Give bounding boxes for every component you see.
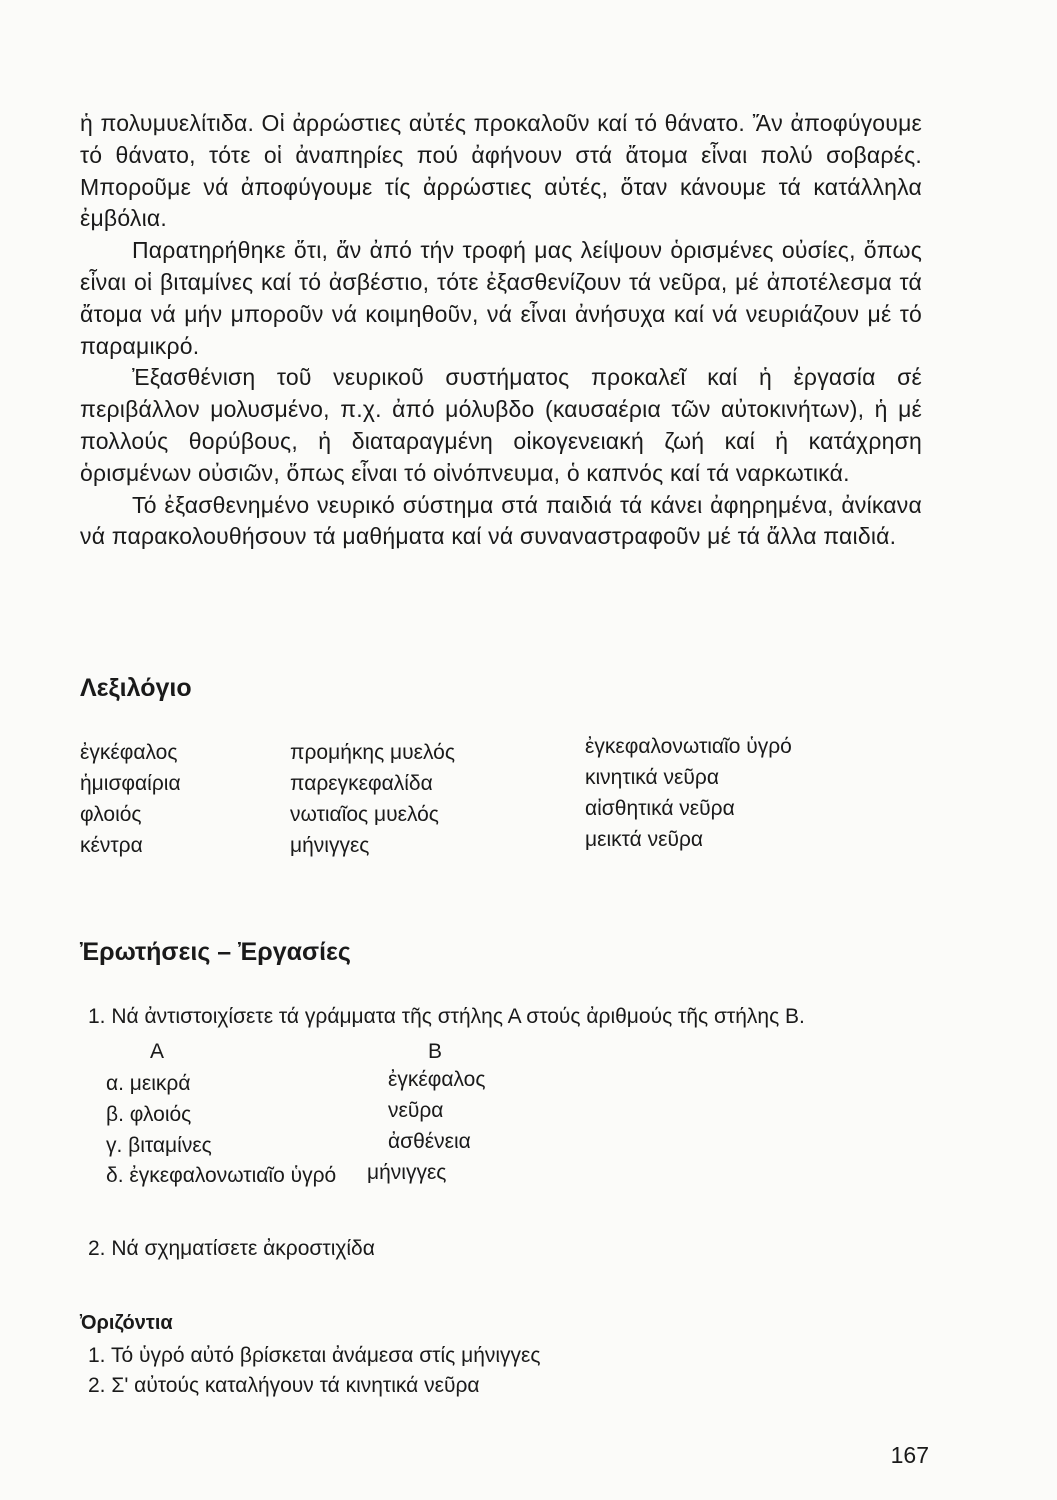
paragraph: Τό ἐξασθενημένο νευρικό σύστημα στά παιδιά τά κάνει ἀφηρημένα, ἀνίκανα νά παρακολουθήσουν τά μαθήματα καί νά συναναστραφοῦν μέ τά ἄλλα παιδιά. xyxy=(80,491,922,550)
vocab-term: αἰσθητικά νεῦρα xyxy=(585,797,735,820)
column-a-item: γ. βιταμίνες xyxy=(106,1134,212,1157)
question-1: 1. Νά ἀντιστοιχίσετε τά γράμματα τῆς στήλης Α στούς ἀριθμούς τῆς στήλης Β. xyxy=(88,1005,805,1028)
paragraph: Ἐξασθένιση τοῦ νευρικοῦ συστήματος προκαλεῖ καί ἡ ἐργασία σέ περιβάλλον μολυσμένο, π.χ. ἀπό μόλυβδο (καυσαέρια τῶν αὐτοκινήτων), ἡ μέ πολλούς θορύβους, ἡ διαταραγμένη οἰκογενειακή ζωή καί ἡ κατάχρηση ὁρισμένων οὐσιῶν, ὅπως εἶναι τό οἰνόπνευμα, ὁ καπνός καί τά ναρκωτικά. xyxy=(80,364,922,486)
vocab-term: μήνιγγες xyxy=(290,834,370,857)
vocab-term: κινητικά νεῦρα xyxy=(585,766,719,789)
horizontal-title: Ὀριζόντια xyxy=(80,1312,173,1334)
vocab-term: μεικτά νεῦρα xyxy=(585,828,704,851)
vocab-term: ἡμισφαίρια xyxy=(80,772,181,795)
paragraph: Παρατηρήθηκε ὅτι, ἄν ἀπό τήν τροφή μας λείψουν ὁρισμένες οὐσίες, ὅπως εἶναι οἱ βιταμίνες καί τό ἀσβέστιο, τότε ἐξασθενίζουν τά νεῦρα, μέ ἀποτέλεσμα τά ἄτομα νά μήν μποροῦν νά κοιμηθοῦν, νά εἶναι ἀνήσυχα καί νά νευριάζουν μέ τό παραμικρό. xyxy=(80,237,922,359)
question-2: 2. Νά σχηματίσετε ἀκροστιχίδα xyxy=(88,1237,375,1260)
vocabulary-title: Λεξιλόγιο xyxy=(80,674,192,702)
column-a-item: β. φλοιός xyxy=(106,1103,192,1126)
column-b-item: μήνιγγες xyxy=(367,1161,447,1184)
body-text xyxy=(80,108,922,553)
column-b-item: ἐγκέφαλος xyxy=(388,1068,486,1091)
vocabulary-column-3 xyxy=(585,731,792,855)
column-b-item: νεῦρα xyxy=(388,1099,444,1122)
column-b-item: ἀσθένεια xyxy=(388,1130,471,1153)
vocab-term: κέντρα xyxy=(80,834,143,857)
vocab-term: φλοιός xyxy=(80,803,142,826)
vocabulary-column-1 xyxy=(80,737,181,861)
vocab-term: προμήκης μυελός xyxy=(290,741,455,764)
horizontal-clue: 1. Τό ὑγρό αὐτό βρίσκεται ἀνάμεσα στίς μήνιγγες xyxy=(88,1344,541,1367)
vocab-term: παρεγκεφαλίδα xyxy=(290,772,433,795)
column-b-header: Β xyxy=(428,1040,443,1063)
paragraph: ἡ πολυμυελίτιδα. Οἱ ἀρρώστιες αὐτές προκαλοῦν καί τό θάνατο. Ἄν ἀποφύγουμε τό θάνατο, τότε οἱ ἀναπηρίες πού ἀφήνουν στά ἄτομα εἶναι πολύ σοβαρές. Μποροῦμε νά ἀποφύγουμε τίς ἀρρώστιες αὐτές, ὅταν κάνουμε τά κατάλληλα ἐμβόλια. xyxy=(80,110,922,232)
vocab-term: νωτιαῖος μυελός xyxy=(290,803,439,826)
vocab-term: ἐγκέφαλος xyxy=(80,741,178,764)
column-a-header: Α xyxy=(150,1040,165,1063)
page-number: 167 xyxy=(890,1442,929,1468)
vocabulary-column-2 xyxy=(290,737,455,861)
vocab-term: ἐγκεφαλονωτιαῖο ὑγρό xyxy=(585,735,792,758)
column-a-item: α. μεικρά xyxy=(106,1072,191,1095)
questions-title: Ἐρωτήσεις – Ἐργασίες xyxy=(80,938,351,966)
horizontal-clue: 2. Σ' αὐτούς καταλήγουν τά κινητικά νεῦρα xyxy=(88,1374,480,1397)
column-a-item: δ. ἐγκεφαλονωτιαῖο ὑγρό xyxy=(106,1164,337,1187)
